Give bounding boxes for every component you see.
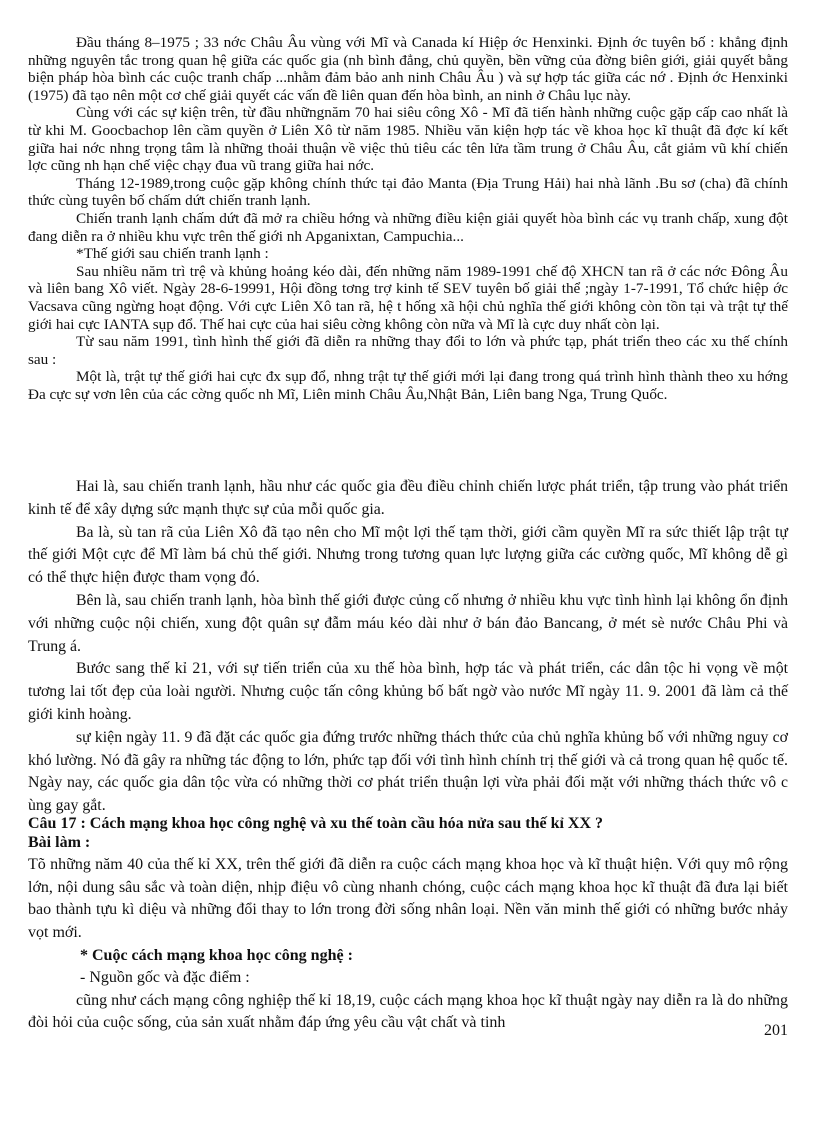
paragraph-malta-summit: Tháng 12-1989,trong cuộc gặp không chính thức tại đảo Manta (Địa Trung Hải) hai nhà lãnh .Bu sơ (cha) đã chính thức cùng tuyên bố chấm dứt chiến tranh lạnh. [28, 174, 788, 210]
paragraph-september-11: sự kiện ngày 11. 9 đã đặt các quốc gia đứng trước những thách thức của chủ nghĩa khủng bố với những nguy cơ khó lường. Nó đã gây ra những tác động to lớn, phức tạp đối với tình hình chính trị thế giới và cả trong quan hệ quốc tế. Ngày nay, các quốc gia dân tộc vừa có những thời cơ phát triển thuận lợi vừa phải đối mặt với những thách thức vô c ùng gay gắt. [28, 728, 788, 815]
paragraph-trend-four: Bên là, sau chiến tranh lạnh, hòa bình thế giới được củng cố nhưng ở nhiều khu vực tình hình lại không ổn định với những cuộc nội chiến, xung đột quân sự đẫm máu kéo dài như ở bán đảo Bancang, ở mét sè nước Châu Phi và Trung á. [28, 591, 788, 655]
paragraph-helsinki: Đầu tháng 8–1975 ; 33 nớc Châu Âu vùng với Mĩ và Canada kí Hiệp ớc Henxinki. Định ớc tuyên bố : khẳng định những nguyên tắc trong quan hệ giữa các quốc gia (nh bình đẳng, chủ quyền, bền vững của đờng biên giới, giải quyết bằng biện pháp hòa bình các cuộc tranh chấp ...nhằm đảm bảo anh ninh Châu Âu ) và sự hợp tác giữa các nớ . Định ớc Henxinki (1975) đã tạo nên một cơ chế giải quyết các vấn đề liên quan đến hòa bình, an ninh ở Châu lục này. [28, 34, 788, 104]
answer-label: Bài làm : [28, 833, 91, 851]
paragraph-trend-one: Một là, trật tự thế giới hai cực đx sụp đổ, nhng trật tự thế giới mới lại đang trong quá trình hình thành theo xu hớng Đa cực sự vơn lên của các cờng quốc nh Mĩ, Liên minh Châu Âu,Nhật Bản, Liên bang Nga, Trung Quốc. [28, 368, 788, 403]
paragraph-trend-two: Hai là, sau chiến tranh lạnh, hầu như các quốc gia đều điều chỉnh chiến lược phát triển, tập trung vào phát triển kinh tế để xây dựng sức mạnh thực sự của mỗi quốc gia. [28, 478, 788, 518]
paragraph-trends-intro: Từ sau năm 1991, tình hình thế giới đã diễn ra những thay đổi to lớn và phức tạp, phát triển theo các xu thế chính sau : [28, 333, 788, 368]
paragraph-superpower-summits: Cùng với các sự kiện trên, từ đầu nhữngnăm 70 hai siêu công Xô - Mĩ đã tiến hành những cuộc gặp cấp cao nhất là từ khi M. Goocbachop lên cầm quyền ở Liên Xô từ năm 1985. Nhiều văn kiện hợp tác về khoa học kĩ thuật đã đợc kí kết giữa hai nớc nhng trọng tâm là những thoải thuận về việc thủ tiêu các tên lửa tầm trung ở Châu Âu, cắt giảm vũ khí chiến lợc cũng nh hạn chế việc chạy đua vũ trang giữa hai nớc. [28, 104, 788, 175]
paragraph-socialism-collapse: Sau nhiều năm trì trệ và khủng hoảng kéo dài, đến những năm 1989-1991 chế độ XHCN tan rã ở các nớc Đông Âu và liên bang Xô viết. Ngày 28-6-19991, Hội đồng tơng trợ kinh tế SEV tuyên bố giải thể ;ngày 1-7-1991, Tổ chức hiệp ớc Vacsava cũng ngừng hoạt động. Với cực Liên Xô tan rã, hệ t hống xã hội chủ nghĩa thế giới không còn tồn tại và trật tự thế giới hai cực IANTA sụp đổ. Thế hai cực của hai siêu cờng không còn nữa và Mĩ là cực duy nhất còn lại. [28, 262, 788, 333]
paragraph-trend-three: Ba là, sù tan rã của Liên Xô đã tạo nên cho Mĩ một lợi thế tạm thời, giới cầm quyền Mĩ ra sức thiết lập trật tự thế giới Một cực để Mĩ làm bá chủ thế giới. Nhưng trong tương quan lực lượng giữa các cường quốc, Mĩ không dễ gì có thể thực hiện được tham vọng đó. [28, 523, 788, 587]
section-question-17 [28, 813, 788, 1035]
section-cold-war-end [28, 34, 788, 403]
paragraph-origin: cũng như cách mạng công nghiệp thế kỉ 18,19, cuộc cách mạng khoa học kĩ thuật ngày nay diễn ra là do những đòi hỏi của cuộc sống, của sản xuất nhằm đáp ứng yêu cầu vật chất và tinh [28, 991, 788, 1032]
paragraph-intro: Tõ những năm 40 của thế kỉ XX, trên thế giới đã diễn ra cuộc cách mạng khoa học và kĩ thuật hiện. Với quy mô rộng lớn, nội dung sâu sắc và toàn diện, nhịp điệu vô cùng nhanh chóng, cuộc cách mạng khoa học kĩ thuật đã đưa lại biết bao thành tựu kì diệu và những đổi thay to lớn trong đời sống nhân loại. Nền văn minh thế giới có những bước nhảy vọt mới. [28, 856, 788, 941]
origin-label: - Nguồn gốc và đặc điểm : [80, 969, 250, 987]
section-trends [28, 476, 788, 818]
subheading-post-cold-war: *Thế giới sau chiến tranh lạnh : [76, 245, 269, 263]
subheading-revolution: * Cuộc cách mạng khoa học công nghệ : [80, 946, 353, 964]
question-title: Câu 17 : Cách mạng khoa học công nghệ và xu thế toàn cầu hóa nửa sau thế kỉ XX ? [28, 815, 604, 832]
page-number: 201 [764, 1022, 788, 1039]
paragraph-conflict-resolution: Chiến tranh lạnh chấm dứt đã mở ra chiều hớng và những điều kiện giải quyết hòa bình các vụ tranh chấp, xung đột đang diễn ra ở nhiều khu vực trên thế giới nh Apganixtan, Campuchia... [28, 209, 788, 245]
paragraph-21st-century: Bước sang thế kỉ 21, với sự tiến triển của xu thế hòa bình, hợp tác và phát triển, các dân tộc hi vọng về một tương lai tốt đẹp của loài người. Nhưng cuộc tấn công khủng bố bất ngờ vào nước Mĩ ngày 11. 9. 2001 đã làm cả thế giới kinh hoàng. [28, 660, 788, 723]
